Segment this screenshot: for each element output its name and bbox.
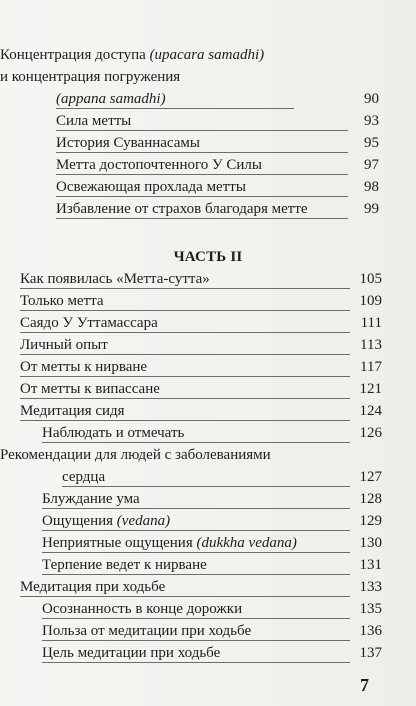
entry-label: Сила метты xyxy=(56,113,132,129)
entry-page-number: 113 xyxy=(360,337,382,353)
entry-underline xyxy=(20,354,350,355)
toc-entry xyxy=(0,176,416,198)
entry-label: Медитация при ходьбе xyxy=(20,579,166,595)
entry-label: Личный опыт xyxy=(20,337,108,353)
entry-label: Только метта xyxy=(20,293,104,309)
toc-entry xyxy=(0,356,416,378)
entry-underline xyxy=(56,108,294,109)
entry-underline xyxy=(42,662,350,663)
toc-entry xyxy=(0,66,416,88)
toc-entry xyxy=(0,510,416,532)
entry-page-number: 95 xyxy=(364,135,379,151)
toc-entry xyxy=(0,620,416,642)
entry-page-number: 98 xyxy=(364,179,379,195)
entry-underline xyxy=(20,376,350,377)
entry-page-number: 126 xyxy=(359,425,382,441)
entry-page-number: 97 xyxy=(364,157,379,173)
toc-entry xyxy=(0,642,416,664)
entry-label: и концентрация погружения xyxy=(0,69,181,85)
entry-label: Цель медитации при ходьбе xyxy=(42,645,221,661)
entry-text xyxy=(42,532,297,554)
toc-entry xyxy=(0,132,416,154)
entry-label: Освежающая прохлада метты xyxy=(56,179,246,195)
entry-underline xyxy=(42,640,350,641)
entry-underline xyxy=(56,174,348,175)
entry-label: История Суваннасамы xyxy=(56,135,200,151)
entry-page-number: 99 xyxy=(364,201,379,217)
entry-underline xyxy=(42,508,350,509)
toc-entry xyxy=(0,444,416,466)
toc-entry xyxy=(0,422,416,444)
entry-label: Концентрация доступа xyxy=(0,47,150,63)
entry-label: Ощущения xyxy=(42,513,117,529)
entry-page-number: 93 xyxy=(364,113,379,129)
toc-entry xyxy=(0,44,416,66)
entry-page-number: 129 xyxy=(359,513,382,529)
entry-underline xyxy=(56,130,348,131)
entry-label: От метты к нирване xyxy=(20,359,148,375)
entry-label: Неприятные ощущения xyxy=(42,535,197,551)
entry-page-number: 130 xyxy=(359,535,382,551)
toc-entry xyxy=(0,400,416,422)
entry-underline xyxy=(56,218,348,219)
entry-label: Саядо У Уттамассара xyxy=(20,315,158,331)
entry-text xyxy=(0,47,264,63)
entry-underline xyxy=(20,420,350,421)
toc-entry xyxy=(0,378,416,400)
entry-underline xyxy=(42,530,350,531)
entry-label: Как появилась «Метта-сутта» xyxy=(20,271,210,287)
toc-entry xyxy=(0,312,416,334)
entry-page-number: 128 xyxy=(359,491,382,507)
entry-underline xyxy=(62,486,350,487)
toc-entry xyxy=(0,334,416,356)
entry-label-italic: (vedana) xyxy=(116,513,171,529)
entry-page-number: 121 xyxy=(359,381,382,397)
toc-entry xyxy=(0,532,416,554)
entry-underline xyxy=(56,152,348,153)
entry-label: Рекомендации для людей с заболеваниями xyxy=(0,447,271,463)
entry-page-number: 109 xyxy=(359,293,382,309)
entry-page-number: 136 xyxy=(359,623,382,639)
entry-text xyxy=(42,510,170,532)
entry-label: Осознанность в конце дорожки xyxy=(42,601,243,617)
entry-text xyxy=(56,176,246,198)
entry-label-italic: (upacara samadhi) xyxy=(149,47,265,63)
entry-page-number: 90 xyxy=(364,91,379,107)
entry-text xyxy=(56,198,308,220)
entry-text xyxy=(56,132,200,154)
entry-underline xyxy=(56,196,348,197)
toc-entry xyxy=(0,576,416,598)
entry-page-number: 133 xyxy=(359,579,382,595)
entry-label: Терпение ведет к нирване xyxy=(42,557,207,573)
entry-text xyxy=(56,88,166,110)
show-through-text: .. xyxy=(300,60,306,74)
toc-entry xyxy=(0,466,416,488)
entry-page-number: 105 xyxy=(359,271,382,287)
toc-entry xyxy=(0,198,416,220)
entry-label: Польза от медитации при ходьбе xyxy=(42,623,252,639)
entry-label: Метта достопочтенного У Силы xyxy=(56,157,262,173)
entry-underline xyxy=(20,310,350,311)
toc-entry xyxy=(0,110,416,132)
toc-entry xyxy=(0,88,416,110)
entry-text xyxy=(0,69,180,85)
entry-underline xyxy=(20,596,350,597)
toc-entry xyxy=(0,554,416,576)
entry-text xyxy=(56,110,131,132)
entry-underline xyxy=(20,398,350,399)
entry-label: Наблюдать и отмечать xyxy=(42,425,185,441)
toc-entry xyxy=(0,290,416,312)
toc-entry xyxy=(0,488,416,510)
entry-page-number: 131 xyxy=(359,557,382,573)
entry-page-number: 117 xyxy=(360,359,382,375)
entry-underline xyxy=(42,618,350,619)
entry-label: Медитация сидя xyxy=(20,403,125,419)
entry-label: Блуждание ума xyxy=(42,491,140,507)
entry-label: Избавление от страхов благодаря метте xyxy=(56,201,308,217)
page-folio: 7 xyxy=(360,675,369,695)
entry-page-number: 135 xyxy=(359,601,382,617)
toc-entry xyxy=(0,598,416,620)
entry-underline xyxy=(42,574,350,575)
entry-page-number: 111 xyxy=(360,315,382,331)
entry-underline xyxy=(20,332,350,333)
entry-text xyxy=(56,154,262,176)
entry-page-number: 127 xyxy=(359,469,382,485)
entry-label: сердца xyxy=(62,469,106,485)
entry-label-italic: (appana samadhi) xyxy=(56,91,166,107)
toc-entry xyxy=(0,268,416,290)
toc-entry xyxy=(0,154,416,176)
entry-page-number: 137 xyxy=(359,645,382,661)
entry-page-number: 124 xyxy=(359,403,382,419)
entry-underline xyxy=(20,288,350,289)
entry-label: От метты к випассане xyxy=(20,381,160,397)
entry-underline xyxy=(42,442,350,443)
section-title: ЧАСТЬ II xyxy=(173,249,243,265)
entry-underline xyxy=(42,552,350,553)
entry-label-italic: (dukkha vedana) xyxy=(196,535,297,551)
